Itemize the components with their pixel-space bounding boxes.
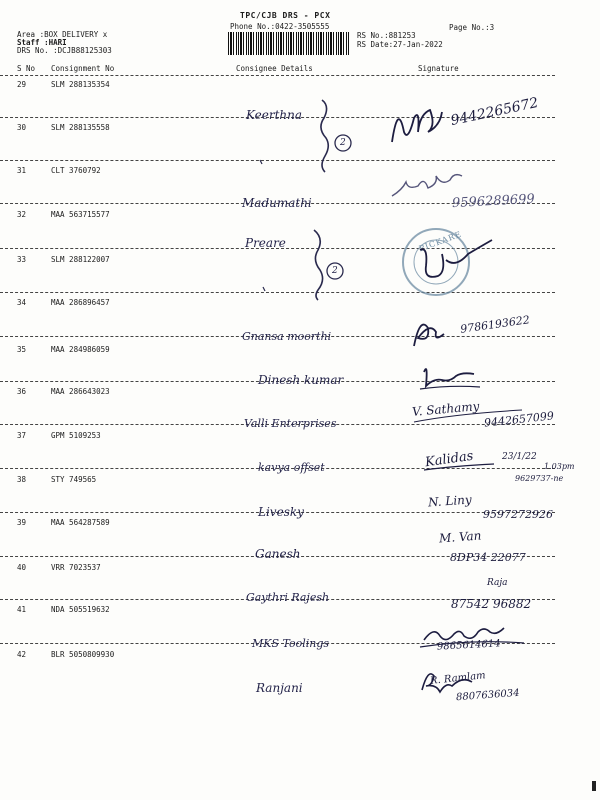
column-consignee: Consignee Details	[236, 64, 313, 73]
brace-preare	[314, 230, 323, 300]
column-signature: Signature	[418, 64, 459, 73]
signature-kavya-date: 23/1/22	[502, 452, 537, 462]
signature-valli-phone: 9442657099	[483, 409, 555, 430]
signature-mks-phone: 9865614614	[436, 638, 501, 653]
row-38-sno: 38	[17, 475, 27, 484]
consignee-gnansa-moorthi: Gnansa moorthi	[242, 330, 332, 343]
signature-madumathi-phone: 9596289699	[451, 191, 536, 212]
sig-keerthna	[392, 110, 442, 142]
consignee-valli-enterprises: Valli Enterprises	[244, 417, 337, 430]
brace-mark-1: 2	[340, 138, 346, 148]
row-34-consignment: MAA 286896457	[51, 298, 110, 307]
brace-keerthna	[321, 100, 328, 172]
signature-livesky-name: N. Liny	[427, 492, 473, 510]
staff-field: Staff :HARI	[17, 38, 67, 47]
signature-gaythri-phone: 87542 96882	[451, 597, 532, 611]
consignee-kavya-offset: kavya offset	[258, 461, 325, 474]
row-40-consignment: VRR 7023537	[51, 563, 101, 572]
signature-kavya-extra: 9629737-ne	[515, 474, 564, 483]
row-41-consignment: NDA 505519632	[51, 605, 110, 614]
sig-dinesh	[424, 369, 474, 386]
consignee-ganesh: Ganesh	[255, 547, 301, 561]
margin-mark	[592, 781, 596, 791]
row-29-sno: 29	[17, 80, 27, 89]
row-42-sno: 42	[17, 650, 27, 659]
signature-kavya-time: 1.03pm	[544, 462, 575, 471]
page-number: Page No.:3	[449, 23, 495, 32]
row-37-sno: 37	[17, 431, 27, 440]
row-29-consignment: SLM 288135354	[51, 80, 110, 89]
signature-ganesh-phone: 8DP34 22077	[450, 551, 526, 564]
consignee-madumathi: Madumathi	[242, 196, 312, 210]
consignee-preare: Preare	[245, 236, 286, 250]
row-31-sno: 31	[17, 166, 27, 175]
row-33-sno: 33	[17, 255, 27, 264]
consignee-livesky: Livesky	[258, 505, 304, 519]
row-30-sno: 30	[17, 123, 27, 132]
sig-dinesh-underline	[420, 386, 480, 389]
row-42-consignment: BLR 5050809930	[51, 650, 115, 659]
row-34-sno: 34	[17, 298, 27, 307]
signature-ranjani-phone: 8807636034	[455, 687, 520, 704]
header-rule	[0, 75, 555, 76]
consignee-gaythri-rajesh: Gaythri Rajesh	[246, 591, 330, 604]
row-divider	[0, 292, 555, 293]
row-33-consignment: SLM 288122007	[51, 255, 110, 264]
ditto-mark-2	[263, 287, 265, 291]
row-32-sno: 32	[17, 210, 27, 219]
row-39-sno: 39	[17, 518, 27, 527]
row-41-sno: 41	[17, 605, 27, 614]
row-37-consignment: GPM 5109253	[51, 431, 101, 440]
signature-gaythri-name: Raja	[487, 578, 508, 588]
phone-number: Phone No.:0422-3505555	[230, 22, 330, 31]
row-36-sno: 36	[17, 387, 27, 396]
area-field: Area :BOX DELIVERY x	[17, 30, 108, 39]
barcode	[228, 32, 350, 55]
consignee-mks-toolings: MKS Toolings	[252, 637, 330, 650]
row-39-consignment: MAA 564287589	[51, 518, 110, 527]
signature-gnansa-phone: 9786193622	[459, 313, 531, 336]
consignee-ranjani: Ranjani	[256, 681, 303, 695]
signature-ranjani-name: R. Ramlam	[429, 670, 487, 687]
stamp-text: PICKARE	[417, 229, 464, 254]
row-36-consignment: MAA 286643023	[51, 387, 110, 396]
row-35-consignment: MAA 284986059	[51, 345, 110, 354]
signature-livesky-phone: 9597272926	[483, 508, 553, 521]
consignee-keerthna: Keerthna	[246, 108, 303, 122]
row-35-sno: 35	[17, 345, 27, 354]
signature-kavya-name: Kalidas	[424, 448, 475, 471]
rs-number: RS No.:881253	[357, 31, 416, 40]
signature-ganesh-name: M. Van	[438, 528, 482, 546]
sheet-title: TPC/CJB DRS - PCX	[240, 11, 331, 20]
brace-mark-2: 2	[332, 266, 338, 276]
row-31-consignment: CLT 3760792	[51, 166, 101, 175]
row-38-consignment: STY 749565	[51, 475, 97, 484]
rs-date: RS Date:27-Jan-2022	[357, 40, 443, 49]
row-40-sno: 40	[17, 563, 27, 572]
row-32-consignment: MAA 563715577	[51, 210, 110, 219]
row-divider	[0, 160, 555, 161]
column-consignment: Consignment No	[51, 64, 115, 73]
sig-madumathi	[392, 175, 462, 196]
drs-number: DRS No. :DCJB88125303	[17, 46, 112, 55]
signature-valli-name: V. Sathamy	[411, 399, 480, 419]
row-30-consignment: SLM 288135558	[51, 123, 110, 132]
column-sno: S No	[17, 64, 36, 73]
signature-keerthna-phone: 9442265672	[449, 94, 540, 130]
consignee-dinesh-kumar: Dinesh kumar	[258, 373, 344, 387]
